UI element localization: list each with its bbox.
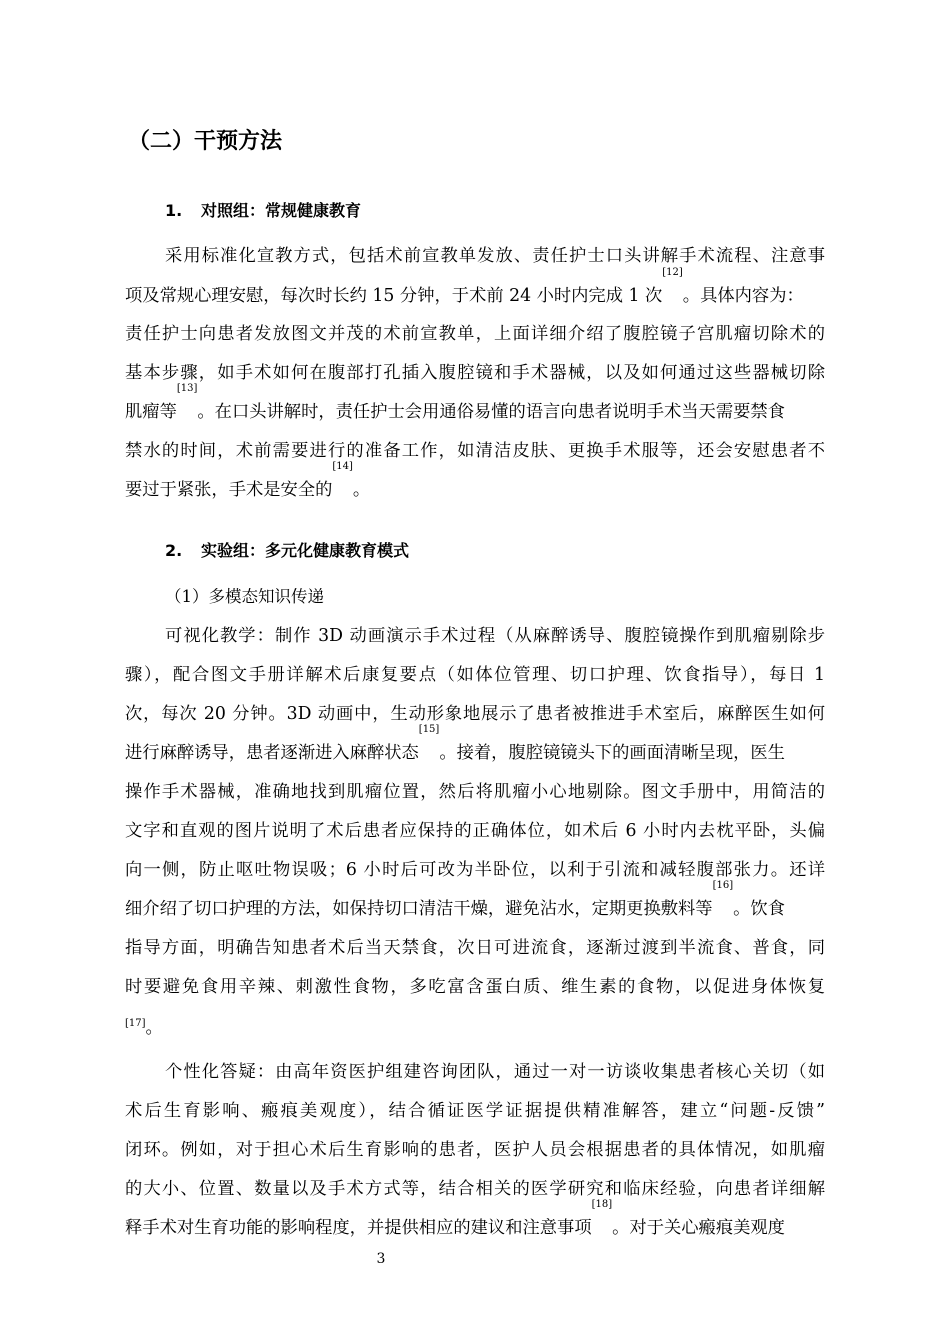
line-text: 细介绍了切口护理的方法，如保持切口清洁干燥，避免沾水，定期更换敷料等 xyxy=(125,899,713,919)
sub-subheading: （1）多模态知识传递 xyxy=(165,587,324,606)
citation-ref: [16] xyxy=(712,880,734,891)
paragraph-line: 可视化教学：制作 3D 动画演示手术过程（从麻醉诱导、腹腔镜操作到肌瘤剔除步 xyxy=(165,626,825,646)
paragraph-line: 禁水的时间，术前需要进行的准备工作，如清洁皮肤、更换手术服等，还会安慰患者不 xyxy=(125,441,825,461)
subheading-number: 1. xyxy=(165,201,183,220)
paragraph-line xyxy=(125,383,825,428)
paragraph-line: 向一侧，防止呕吐物误吸；6 小时后可改为半卧位，以利于引流和减轻腹部张力。还详 xyxy=(125,860,825,880)
paragraph-line: 个性化答疑：由高年资医护组建咨询团队，通过一对一访谈收集患者核心关切（如 xyxy=(165,1062,825,1082)
citation-ref: [14] xyxy=(332,461,353,472)
paragraph-line xyxy=(125,461,825,506)
subheading-title: 实验组：多元化健康教育模式 xyxy=(201,541,410,560)
line-text: 释手术对生育功能的影响程度，并提供相应的建议和注意事项 xyxy=(125,1218,592,1238)
line-text: 。饮食 xyxy=(733,899,785,919)
paragraph-line: 次，每次 20 分钟。3D 动画中，生动形象地展示了患者被推进手术室后，麻醉医生如何 xyxy=(125,704,825,724)
paragraph-line: 文字和直观的图片说明了术后患者应保持的正确体位，如术后 6 小时内去枕平卧，头偏 xyxy=(125,821,825,841)
subheading-number: 2. xyxy=(165,541,183,560)
paragraph-line: 操作手术器械，准确地找到肌瘤位置，然后将肌瘤小心地剔除。图文手册中，用简洁的 xyxy=(125,782,825,802)
subheading-experimental-group xyxy=(165,536,409,566)
paragraph-line: 闭环。例如，对于担心术后生育影响的患者，医护人员会根据患者的具体情况，如肌瘤 xyxy=(125,1140,825,1160)
line-text: 要过于紧张，手术是安全的 xyxy=(125,480,333,500)
line-text: 。 xyxy=(352,480,371,500)
subheading-control-group xyxy=(165,196,361,226)
paragraph-line xyxy=(125,1012,825,1044)
paragraph-line: 时要避免食用辛辣、刺激性食物，多吃富含蛋白质、维生素的食物，以促进身体恢复 xyxy=(125,977,825,997)
line-text: 进行麻醉诱导，患者逐渐进入麻醉状态 xyxy=(125,743,419,763)
citation-ref: [18] xyxy=(591,1199,613,1210)
paragraph-line: 责任护士向患者发放图文并茂的术前宣教单，上面详细介绍了腹腔镜子宫肌瘤切除术的 xyxy=(125,324,825,344)
citation-ref: [15] xyxy=(418,724,440,735)
paragraph-line xyxy=(125,267,825,312)
line-text: 。在口头讲解时，责任护士会用通俗易懂的语言向患者说明手术当天需要禁食 xyxy=(197,402,785,422)
line-text: 。具体内容为： xyxy=(682,286,804,306)
page-number: 3 xyxy=(376,1251,386,1267)
section-heading: （二）干预方法 xyxy=(128,129,283,154)
citation-ref: [17] xyxy=(125,1018,146,1029)
line-text: 。 xyxy=(145,1018,163,1038)
citation-ref: [13] xyxy=(176,383,198,394)
paragraph-line xyxy=(125,1199,825,1244)
line-text: 。接着，腹腔镜镜头下的画面清晰呈现，医生 xyxy=(439,743,785,763)
paragraph-line xyxy=(125,724,825,769)
paragraph-line: 采用标准化宣教方式，包括术前宣教单发放、责任护士口头讲解手术流程、注意事 xyxy=(165,246,825,266)
line-text: 肌瘤等 xyxy=(125,402,177,422)
citation-ref: [12] xyxy=(662,267,683,278)
paragraph-line: 基本步骤，如手术如何在腹部打孔插入腹腔镜和手术器械，以及如何通过这些器械切除 xyxy=(125,363,825,383)
paragraph-line: 骤），配合图文手册详解术后康复要点（如体位管理、切口护理、饮食指导），每日 1 xyxy=(125,665,825,685)
paragraph-line: 术后生育影响、瘢痕美观度），结合循证医学证据提供精准解答，建立“问题-反馈” xyxy=(125,1101,825,1121)
paragraph-line: 指导方面，明确告知患者术后当天禁食，次日可进流食，逐渐过渡到半流食、普食，同 xyxy=(125,938,825,958)
line-text: 项及常规心理安慰，每次时长约 15 分钟，于术前 24 小时内完成 1 次 xyxy=(125,286,663,306)
paragraph-line xyxy=(125,880,825,925)
line-text: 。对于关心瘢痕美观度 xyxy=(612,1218,785,1238)
paragraph-line: 的大小、位置、数量以及手术方式等，结合相关的医学研究和临床经验，向患者详细解 xyxy=(125,1179,825,1199)
subheading-title: 对照组：常规健康教育 xyxy=(201,201,362,220)
